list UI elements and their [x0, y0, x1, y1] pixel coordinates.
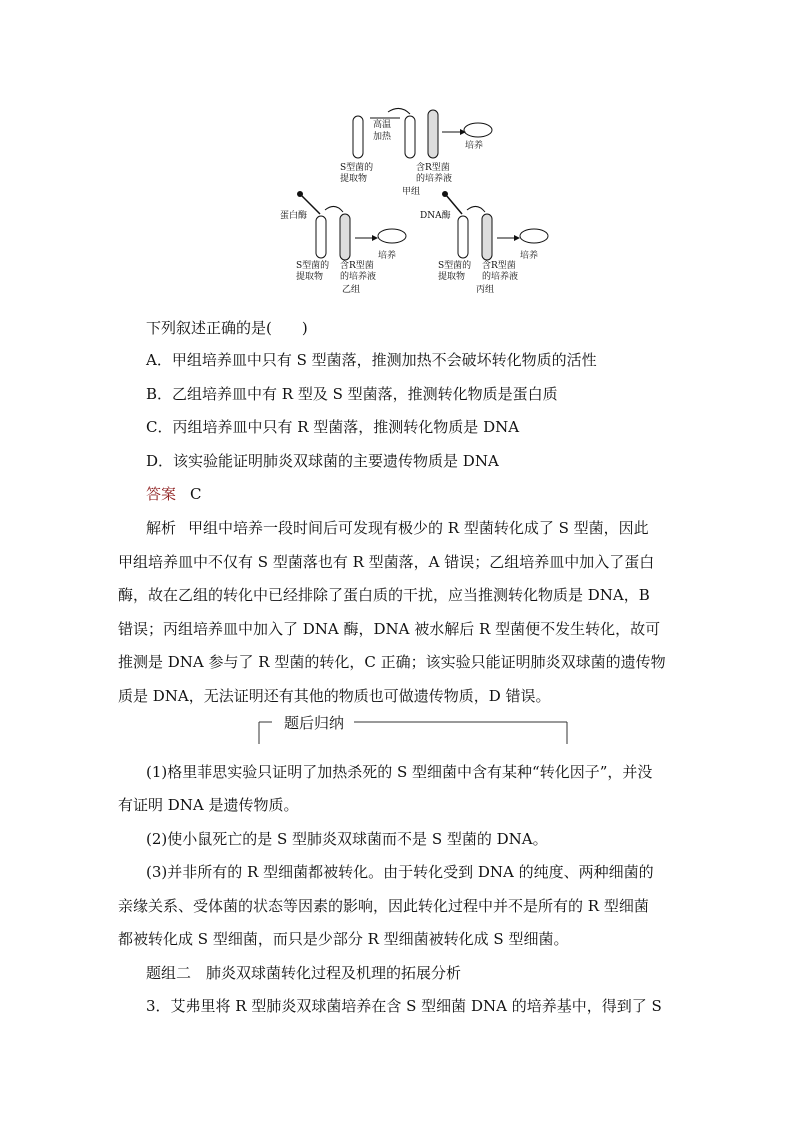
tube2-label-line1: 含R型菌 [482, 261, 516, 271]
tube2-label-line2: 的培养液 [482, 272, 519, 282]
group-label: 甲组 [402, 187, 421, 197]
enzyme-label: DNA酶 [420, 211, 451, 221]
culture-label: 培养 [465, 141, 484, 151]
tube1-label-line1: S型菌的 [340, 163, 374, 173]
petri-dish [378, 229, 406, 243]
tube1-label-line2: 提取物 [296, 272, 324, 282]
analysis-label: 解析 [146, 519, 177, 537]
petri-dish [464, 123, 492, 137]
tube-heated [405, 116, 415, 158]
analysis-line-5: 推测是 DNA 参与了 R 型菌的转化，C 正确；该实验只能证明肺炎双球菌的遗传物 [118, 653, 666, 671]
culture-label: 培养 [520, 251, 539, 261]
question3-line1: 3．艾弗里将 R 型肺炎双球菌培养在含 S 型细菌 DNA 的培养基中，得到了 S [146, 997, 662, 1015]
analysis-line-2: 甲组培养皿中不仅有 S 型菌落也有 R 型菌落，A 错误；乙组培养皿中加入了蛋白 [118, 553, 655, 571]
tube2-label-line2: 的培养液 [340, 272, 377, 282]
answer-label: 答案 [146, 485, 177, 503]
tube-s-extract [458, 216, 468, 258]
analysis-line-4: 错误；丙组培养皿中加入了 DNA 酶，DNA 被水解后 R 型菌便不发生转化，故可 [118, 620, 661, 638]
summary-p2-line1: (2)使小鼠死亡的是 S 型肺炎双球菌而不是 S 型菌的 DNA。 [146, 830, 548, 848]
tube1-label-line1: S型菌的 [438, 261, 472, 271]
option-b: B．乙组培养皿中有 R 型及 S 型菌落，推测转化物质是蛋白质 [146, 385, 558, 403]
tube-s-extract [316, 216, 326, 258]
tube2-label-line1: 含R型菌 [416, 163, 450, 173]
option-a: A．甲组培养皿中只有 S 型菌落，推测加热不会破坏转化物质的活性 [146, 351, 597, 369]
tube-r-culture [482, 214, 492, 260]
group-jia-diagram [340, 108, 492, 197]
tube1-label-line2: 提取物 [438, 272, 466, 282]
option-c: C．丙组培养皿中只有 R 型菌落，推测转化物质是 DNA [146, 418, 520, 436]
tube-r-culture [340, 214, 350, 260]
enzyme-label: 蛋白酶 [280, 211, 308, 221]
group2-heading: 题组二 肺炎双球菌转化过程及机理的拓展分析 [146, 964, 462, 982]
group-label: 乙组 [342, 285, 361, 295]
tube2-label-line1: 含R型菌 [340, 261, 374, 271]
answer-line [146, 484, 706, 504]
tube1-label-line1: S型菌的 [296, 261, 330, 271]
group-label: 丙组 [476, 285, 495, 295]
summary-title: 题后归纳 [278, 712, 350, 733]
petri-dish [520, 229, 548, 243]
option-d: D．该实验能证明肺炎双球菌的主要遗传物质是 DNA [146, 452, 499, 470]
heat-top-label: 高温 [373, 120, 392, 130]
experiment-figure [0, 0, 794, 310]
summary-p3-line2: 亲缘关系、受体菌的状态等因素的影响，因此转化过程中并不是所有的 R 型细菌 [118, 897, 649, 915]
culture-label: 培养 [378, 251, 397, 261]
heat-bottom-label: 加热 [373, 132, 392, 142]
summary-p1-line2: 有证明 DNA 是遗传物质。 [118, 796, 299, 814]
question-stem: 下列叙述正确的是( ) [146, 319, 308, 337]
analysis-line-3: 酶，故在乙组的转化中已经排除了蛋白质的干扰，应当推测转化物质是 DNA，B [118, 586, 650, 604]
tube-s-extract [353, 116, 363, 158]
tube2-label-line2: 的培养液 [416, 174, 453, 184]
analysis-line-6: 质是 DNA，无法证明还有其他的物质也可做遗传物质，D 错误。 [118, 687, 551, 705]
tube-r-culture [428, 110, 438, 158]
summary-p3-line1: (3)并非所有的 R 型细菌都被转化。由于转化受到 DNA 的纯度、两种细菌的 [146, 863, 654, 881]
group-bing-diagram [420, 191, 548, 295]
analysis-line-1 [146, 518, 706, 538]
summary-p1-line1: (1)格里菲思实验只证明了加热杀死的 S 型细菌中含有某种“转化因子”，并没 [146, 763, 653, 781]
analysis-text: 甲组中培养一段时间后可发现有极少的 R 型菌转化成了 S 型菌，因此 [188, 519, 649, 537]
summary-p3-line3: 都被转化成 S 型细菌，而只是少部分 R 型细菌被转化成 S 型细菌。 [118, 930, 569, 948]
group-yi-diagram [280, 191, 406, 295]
answer-value: C [190, 485, 202, 503]
tube1-label-line2: 提取物 [340, 174, 368, 184]
